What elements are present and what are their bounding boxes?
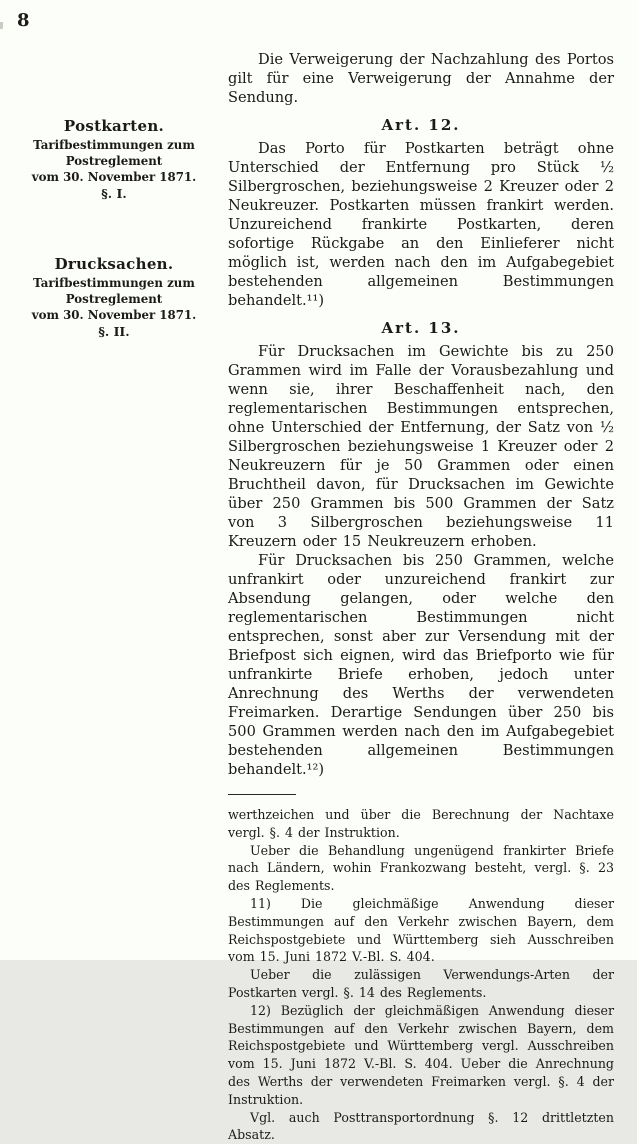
footnote-reglement-23: Ueber die Behandlung ungenügend frankirter Briefe nach Ländern, wohin Frankozwang besteht, vergl. §. 23 des Reglements. xyxy=(228,842,614,894)
footnote-continuation: werthzeichen und über die Berechnung der Nachtaxe vergl. §. 4 der Instruktion. xyxy=(228,807,614,840)
footnote-reglement-14: Ueber die zulässigen Verwendungs-Arten der Postkarten vergl. §. 14 des Reglements. xyxy=(228,967,614,1000)
margin-note-title: Drucksachen. xyxy=(54,255,174,273)
intro-paragraph: Die Verweigerung der Nachzahlung des Portos gilt für eine Verweigerung der Annahme der Sendung. xyxy=(228,51,614,106)
page-number: 8 xyxy=(17,10,31,31)
footnote-separator-rule xyxy=(228,794,296,795)
margin-note-ref-line1: Tarifbestimmungen zum Postreglement xyxy=(33,276,195,306)
footnote-12: 12) Bezüglich der gleichmäßigen Anwendung dieser Bestimmungen auf den Verkehr zwischen Bayern, dem Reichspostgebiete und Württemberg vergl. Ausschreiben vom 15. Juni 1872 V.-Bl. S. 404. Ueber die Anrechnung des Werths der verwendeten Freimarken vergl. §. 4 der Instruktion. xyxy=(228,1002,614,1107)
article-12-paragraph: Das Porto für Postkarten beträgt ohne Unterschied der Entfernung pro Stück ½ Silbergroschen, beziehungsweise 2 Kreuzer oder 2 Neukreuzer. Postkarten müssen frankirt werden. Unzureichend frankirte Postkarten, deren sofortige Rückgabe an den Einlieferer nicht möglich ist, werden nach den im Aufgabegebiet bestehenden allgemeinen Bestimmungen behandelt.¹¹) xyxy=(228,140,614,309)
margin-note-ref-line2: vom 30. November 1871. xyxy=(31,308,197,322)
article-13-paragraph-1: Für Drucksachen im Gewichte bis zu 250 Grammen wird im Falle der Vorausbezahlung und wenn sie, ihrer Beschaffenheit nach, den reglementarischen Bestimmungen entsprechen, ohne Unterschied der Entfernung, der Satz von ½ Silbergroschen beziehungsweise 1 Kreuzer oder 2 Neukreuzern für je 50 Grammen oder einen Bruchtheil davon, für Drucksachen im Gewichte über 250 Grammen bis 500 Grammen der Satz von 3 Silbergroschen beziehungsweise 11 Kreuzern oder 15 Neukreuzern erhoben. xyxy=(228,343,614,550)
footnote-transportordnung: Vgl. auch Posttransportordnung §. 12 drittletzten Absatz. xyxy=(228,1109,614,1143)
article-13-heading: Art. 13. xyxy=(381,319,461,337)
margin-note-ref-line2: vom 30. November 1871. xyxy=(31,170,197,184)
margin-note-postkarten xyxy=(6,118,222,202)
margin-note-ref-line1: Tarifbestimmungen zum Postreglement xyxy=(33,138,195,168)
footnote-11: 11) Die gleichmäßige Anwendung dieser Bestimmungen auf den Verkehr zwischen Bayern, dem Reichspostgebiete und Württemberg sieh Ausschreiben vom 15. Juni 1872 V.-Bl. S. 404. xyxy=(228,895,614,965)
scan-artifact xyxy=(0,22,3,29)
footnotes-block xyxy=(228,806,614,1144)
margin-note-drucksachen xyxy=(6,256,222,340)
margin-note-title: Postkarten. xyxy=(63,117,165,135)
main-text-column xyxy=(228,50,614,1144)
article-13-paragraph-2: Für Drucksachen bis 250 Grammen, welche unfrankirt oder unzureichend frankirt zur Absendung gelangen, oder welche den reglementarischen Bestimmungen nicht entsprechen, sonst aber zur Versendung mit der Briefpost sich eignen, wird das Briefporto wie für unfrankirte Briefe erhoben, jedoch unter Anrechnung des Werths der verwendeten Freimarken. Derartige Sendungen über 250 bis 500 Grammen werden nach den im Aufgabegebiet bestehenden allgemeinen Bestimmungen behandelt.¹²) xyxy=(228,552,614,778)
margin-note-section: §. I. xyxy=(101,186,127,201)
article-12-heading: Art. 12. xyxy=(381,116,461,134)
margin-note-section: §. II. xyxy=(98,324,130,339)
